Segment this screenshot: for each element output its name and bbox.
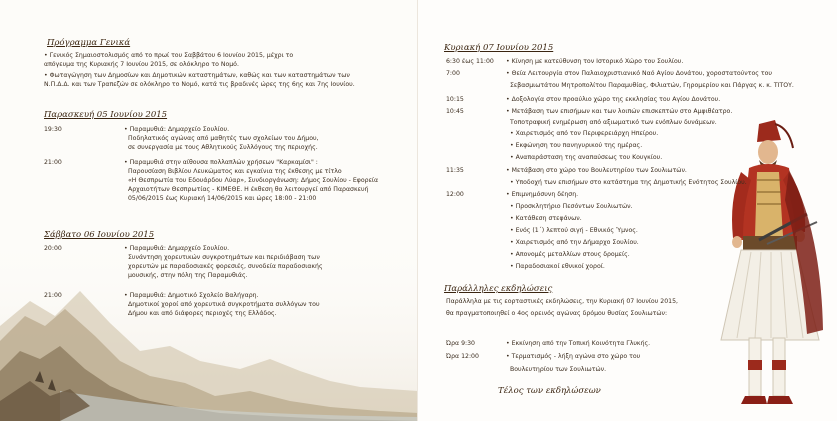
event-line: Σεβασμιωτάτου Μητροπολίτου Παραμυθίας, Φιλιατών, Γηρομερίου και Πάργας κ. κ. ΤΙΤΟΥ. (510, 82, 794, 89)
event-line: • Χαιρετισμός από τον Περιφερειάρχη Ηπείρου. (510, 130, 659, 137)
event-line: χορευτών με παραδοσιακές φορεσιές, συνοδεία παραδοσιακής (128, 263, 323, 270)
event-line: • Παραμυθιά: Δημαρχείο Σουλίου. (124, 245, 230, 252)
general-line: • Γενικός Σημαιοστολισμός από το πρωί του Σαββάτου 6 Ιουνίου 2015, μέχρι το (44, 52, 294, 59)
event-line: • Παραμυθιά: Δημαρχείο Σουλίου. (124, 126, 230, 133)
event-line: • Υποδοχή των επισήμων στο κατάστημα της Δημοτικής Ενότητος Σουλίου. (510, 179, 747, 186)
event-time: 11:35 (446, 167, 464, 174)
event-line: Συνάντηση χορευτικών συγκροτημάτων και περιδιάβαση των (128, 254, 320, 261)
event-line: Αρχαιοτήτων Θεσπρωτίας - ΚΙΜΕΘΕ. Η έκθεση θα λειτουργεί από Παρασκευή (128, 186, 369, 193)
general-title: Πρόγραμμα Γενικά (47, 38, 131, 48)
event-line: • Τερματισμός - λήξη αγώνα στο χώρο του (506, 353, 641, 360)
event-time: 19:30 (44, 126, 62, 133)
event-line: • Παραδοσιακοί εθνικοί χοροί. (510, 263, 605, 270)
event-line: Ποδηλατικός αγώνας από μαθητές των σχολείων του Δήμου, (128, 135, 319, 142)
event-line: • Αναπαράσταση της αναπαύσεως του Κουγκίου. (510, 154, 663, 161)
event-line: Δημοτικοί χοροί από χορευτικά συγκροτήματα συλλόγων του (128, 301, 320, 308)
event-time: 12:00 (446, 191, 464, 198)
event-line: • Θεία Λειτουργία στον Παλαιοχριστιανικό Ναό Αγίου Δονάτου, χοροστατούντος του (506, 70, 772, 77)
souliote-warrior-illustration (697, 0, 837, 421)
event-time: 21:00 (44, 292, 62, 299)
event-time: 7:00 (446, 70, 460, 77)
general-line: απόγευμα της Κυριακής 7 Ιουνίου 2015, σε ολόκληρο το Νομό. (44, 61, 239, 68)
event-line: • Επιμνημόσυνη δέηση. (506, 191, 579, 198)
general-line: Ν.Π.Δ.Δ. και των Τραπεζών σε ολόκληρο το Νομό, κατά τις βραδινές ώρες της 6ης και 7ης Ιουνίου. (44, 81, 355, 88)
event-time: 20:00 (44, 245, 62, 252)
event-line: • Απονομές μεταλλίων στους δρομείς. (510, 251, 630, 258)
event-line: «Η Θεσπρωτία του Εδουάρδου Λύαρ», Συνδιοργάνωση: Δήμος Σουλίου - Εφορεία (128, 177, 379, 184)
event-time: 10:45 (446, 108, 464, 115)
event-line: • Κατάθεση στεφάνων. (510, 215, 582, 222)
right-panel (418, 0, 837, 421)
event-line: Βουλευτηρίου των Σουλιωτών. (510, 366, 607, 373)
event-line: Παρουσίαση Βιβλίου Λευκώματος και εγκαίνια της έκθεσης με τίτλο (128, 168, 342, 175)
event-line: • Εκφώνηση του πανηγυρικού της ημέρας. (510, 142, 643, 149)
event-line: • Δοξολογία στον προαύλιο χώρο της εκκλησίας του Αγίου Δονάτου. (506, 96, 721, 103)
event-line: • Χαιρετισμός από την Δήμαρχο Σουλίου. (510, 239, 639, 246)
event-line: • Παραμυθιά: Δημοτικό Σχολείο Βαλήγαρη. (124, 292, 259, 299)
event-line: Δήμου και από διάφορες περιοχές της Ελλάδος. (128, 310, 277, 317)
event-line: • Κίνηση με κατεύθυνση τον Ιστορικό Χώρο του Σουλίου. (506, 58, 684, 65)
event-line: σε συνεργασία με τους Αθλητικούς Συλλόγους της περιοχής. (128, 144, 318, 151)
event-time: 10:15 (446, 96, 464, 103)
left-panel (0, 0, 418, 421)
friday-title: Παρασκευή 05 Ιουνίου 2015 (44, 110, 168, 120)
event-line: Τοποτραφική ενημέρωση από αξιωματικό των ενόπλων δυνάμεων. (510, 119, 717, 126)
event-time: 21:00 (44, 159, 62, 166)
event-line: • Ενός (1΄) λεπτού σιγή - Εθνικός Ύμνος. (510, 227, 638, 234)
event-time: Ώρα 9:30 (446, 340, 475, 347)
event-time: Ώρα 12:00 (446, 353, 479, 360)
parallel-intro-line: θα πραγματοποιηθεί ο 4ος ορεινός αγώνας δρόμου θυσίας Σουλιωτών: (446, 310, 668, 317)
event-line: • Μετάβαση στο χώρο του Βουλευτηρίου των Σουλιωτών. (506, 167, 687, 174)
saturday-title: Σάββατο 06 Ιουνίου 2015 (44, 230, 155, 240)
end-title: Τέλος των εκδηλώσεων (498, 386, 601, 396)
event-line: • Εκκίνηση από την Τοπική Κοινότητα Γλυκής. (506, 340, 651, 347)
general-line: • Φωταγώγηση των Δημοσίων και Δημοτικών καταστημάτων, καθώς και των καταστημάτων των (44, 72, 350, 79)
event-line: • Μετάβαση των επισήμων και των λοιπών επισκεπτών στο Αμφιθέατρο. (506, 108, 733, 115)
parallel-title: Παράλληλες εκδηλώσεις (444, 284, 553, 294)
event-line: • Παραμυθιά στην αίθουσα πολλαπλών χρήσεων "Καρκαμίσι" : (124, 159, 318, 166)
event-line: • Προσκλητήριο Πεσόντων Σουλιωτών. (510, 203, 633, 210)
event-line: μουσικής, στην πόλη της Παραμυθιάς. (128, 272, 248, 279)
event-time: 6:30 έως 11:00 (446, 58, 494, 65)
sunday-title: Κυριακή 07 Ιουνίου 2015 (444, 43, 554, 53)
event-line: 05/06/2015 έως Κυριακή 14/06/2015 και ώρες 18:00 - 21:00 (128, 195, 317, 202)
parallel-intro-line: Παράλληλα με τις εορταστικές εκδηλώσεις, την Κυριακή 07 Ιουνίου 2015, (446, 298, 678, 305)
